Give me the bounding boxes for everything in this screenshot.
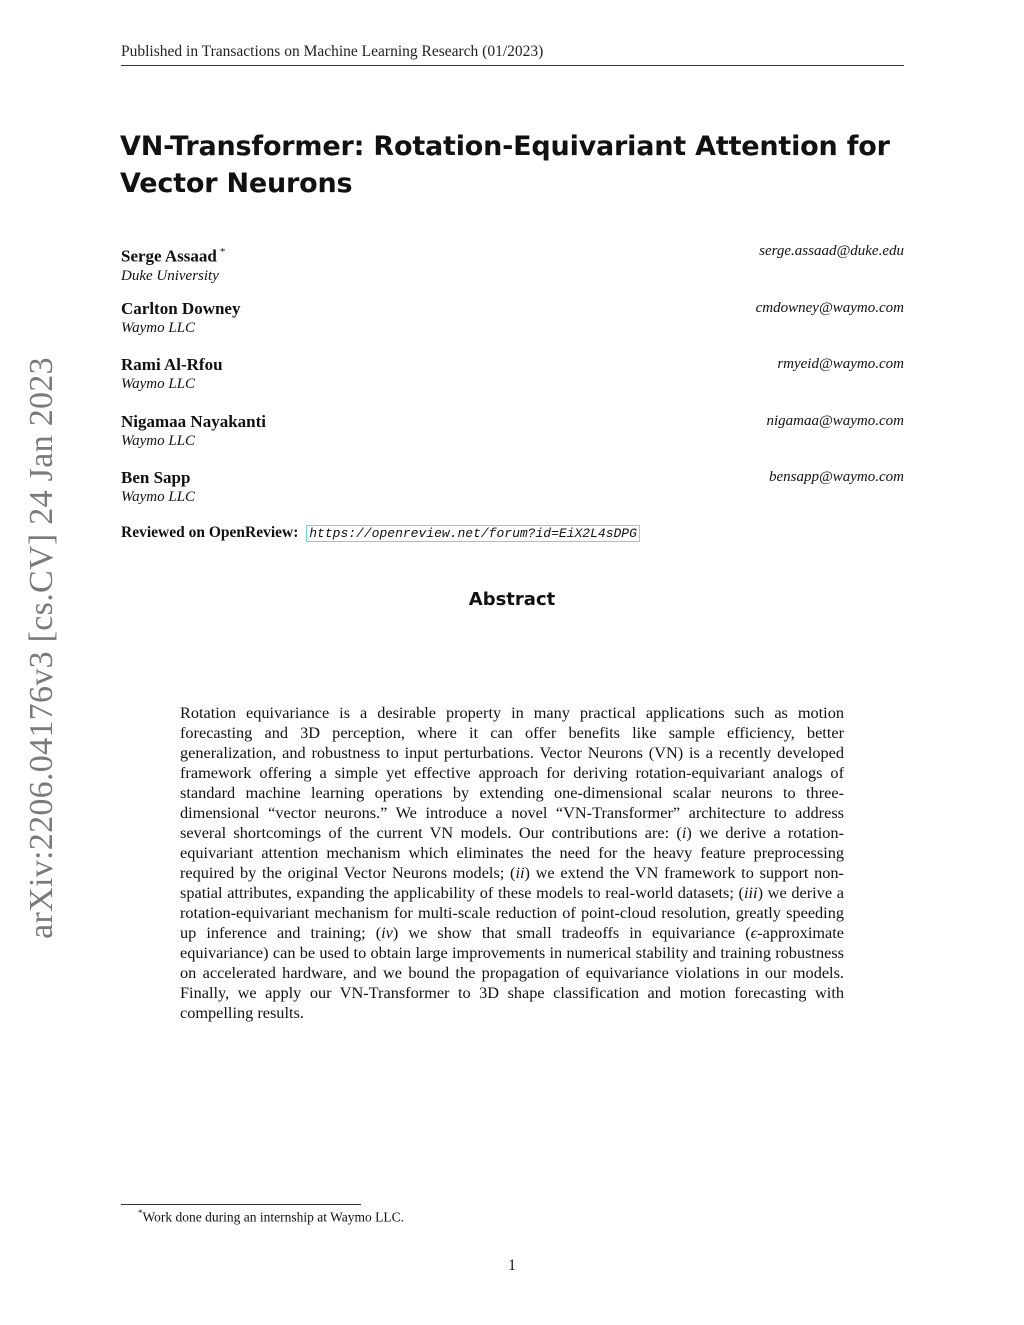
author-email[interactable]: cmdowney@waymo.com [755,299,904,316]
author-block [121,242,904,299]
author-name: Rami Al-Rfou [121,355,223,374]
arxiv-identifier[interactable]: arXiv:2206.04176v3 [cs.CV] 24 Jan 2023 [23,357,60,939]
author-email[interactable]: rmyeid@waymo.com [777,356,904,372]
openreview-link[interactable]: https://openreview.net/forum?id=EiX2L4sDPG [306,525,640,542]
footnote-divider [121,1204,361,1205]
author-name: Carlton Downey [121,298,241,318]
abstract-heading: Abstract [468,589,556,610]
author-name: Ben Sapp [121,468,191,487]
footnote-mark: * [138,1208,143,1218]
author-affiliation: Duke University [121,267,219,284]
footnote [138,1208,404,1226]
author-name: Serge Assaad * [121,246,226,266]
openreview-label: Reviewed on OpenReview: [121,524,299,541]
paper-title: VN-Transformer: Rotation-Equivariant Attention for Vector Neurons [120,131,890,199]
footnote-text: Work done during an internship at Waymo LLC. [142,1209,405,1225]
running-header: Published in Transactions on Machine Learning Research (01/2023) [121,43,904,66]
footnote-mark: * [219,246,226,258]
author-email[interactable]: bensapp@waymo.com [768,469,904,485]
author-block [121,355,904,412]
author-block [121,468,904,525]
author-affiliation: Waymo LLC [121,489,196,505]
author-list [121,242,904,525]
page-number: 1 [508,1257,516,1274]
author-affiliation: Waymo LLC [121,432,196,449]
author-affiliation: Waymo LLC [121,376,196,392]
author-name: Nigamaa Nayakanti [121,411,266,431]
author-email[interactable]: serge.assaad@duke.edu [759,243,904,259]
author-block [121,299,904,356]
openreview-line [121,524,640,542]
author-affiliation: Waymo LLC [121,319,196,336]
abstract-text: Rotation equivariance is a desirable property in many practical applications such as motion forecasting and 3D perception, where it can offer benefits like sample efficiency, better generalization, and robustness to input perturbations. Vector Neurons (VN) is a recently developed framework offering a simple yet effective approach for deriving rotation-equivariant analogs of standard machine learning operations by extending one-dimensional scalar neurons to three-dimensional “vector neurons.” We introduce a novel “VN-Transformer” architecture to address several shortcomings of the current VN models. Our contributions are: (i) we derive a rotation-equivariant attention mechanism which eliminates the need for the heavy feature preprocessing required by the original Vector Neurons models; (ii) we extend the VN framework to support non-spatial attributes, expanding the applicability of these models to real-world datasets; (iii) we derive a rotation-equivariant mechanism for multi-scale reduction of point-cloud resolution, greatly speeding up inference and training; (iv) we show that small tradeoffs in equivariance (ϵ-approximate equivariance) can be used to obtain large improvements in numerical stability and training robustness on accelerated hardware, and we bound the propagation of equivariance violations in our models. Finally, we apply our VN-Transformer to 3D shape classification and motion forecasting with compelling results. [180,703,844,1022]
author-block [121,412,904,469]
author-email[interactable]: nigamaa@waymo.com [766,412,904,429]
